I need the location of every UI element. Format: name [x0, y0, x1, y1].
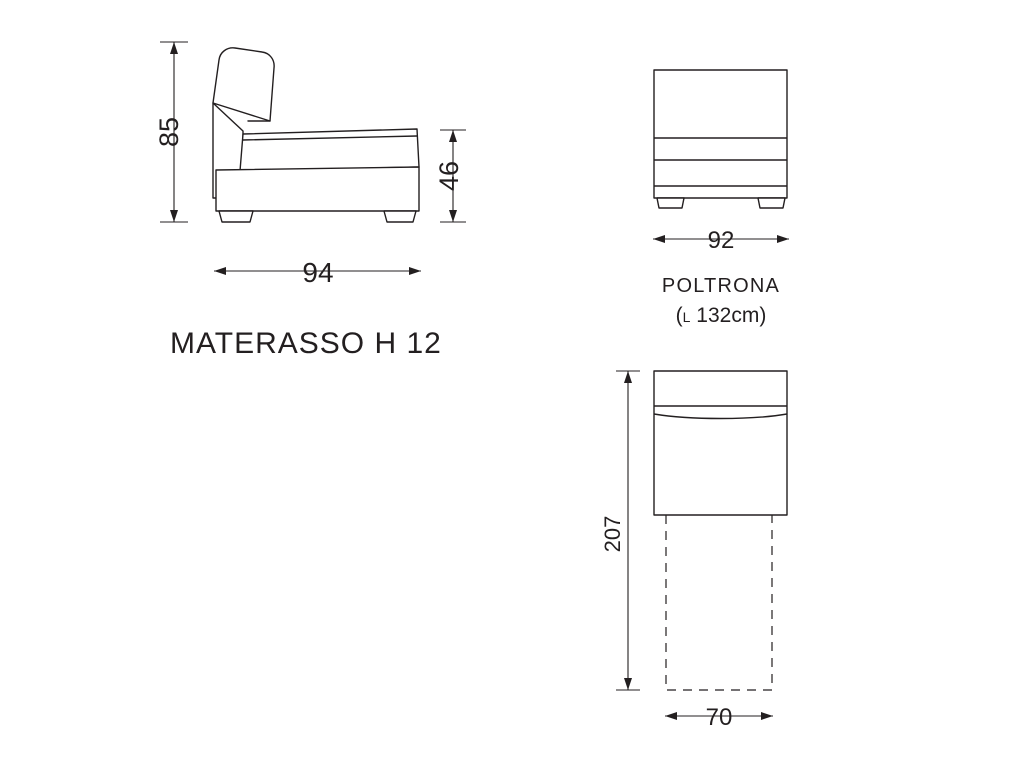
dim-70-arrow-right — [761, 712, 773, 720]
top-view-bed-extension — [666, 515, 772, 690]
side-view-group — [213, 48, 419, 222]
front-view-caption-value: 132cm) — [690, 304, 767, 327]
front-view-group — [654, 70, 787, 208]
dim-207-arrow-top — [624, 371, 632, 383]
dim-92-arrow-left — [653, 235, 665, 243]
dim-label-46: 46 — [434, 160, 464, 192]
side-view-backrest — [213, 48, 274, 121]
side-view-foot-left — [219, 211, 253, 222]
front-view-caption-title: POLTRONA — [661, 275, 781, 297]
dim-207-arrow-bottom — [624, 678, 632, 690]
dim-label-70: 70 — [705, 704, 733, 731]
side-view-seat-cushion — [240, 129, 419, 171]
top-view-group — [654, 371, 787, 515]
dim-label-207: 207 — [600, 515, 625, 553]
dim-94-arrow-left — [214, 267, 226, 275]
side-view-foot-right — [384, 211, 416, 222]
dim-label-92: 92 — [707, 227, 735, 254]
front-view-body — [654, 70, 787, 198]
dim-70-arrow-left — [665, 712, 677, 720]
front-view-caption-length — [676, 304, 767, 327]
dim-46-arrow-bottom — [449, 210, 457, 222]
top-view-chair-outline — [654, 371, 787, 515]
dim-label-85: 85 — [154, 116, 184, 148]
front-view-foot-left — [657, 198, 684, 208]
dim-85-arrow-top — [170, 42, 178, 54]
dim-label-94: 94 — [302, 257, 334, 288]
top-view-bed-outline — [666, 515, 772, 690]
dim-94-arrow-right — [409, 267, 421, 275]
front-view-foot-right — [758, 198, 785, 208]
side-view-base — [216, 167, 419, 211]
dim-85-arrow-bottom — [170, 210, 178, 222]
dim-46-arrow-top — [449, 130, 457, 142]
dim-92-arrow-right — [777, 235, 789, 243]
front-view-caption-paren: ( — [675, 304, 683, 327]
side-view-caption: MATERASSO H 12 — [170, 327, 442, 360]
front-view-caption-l: L — [682, 309, 691, 325]
